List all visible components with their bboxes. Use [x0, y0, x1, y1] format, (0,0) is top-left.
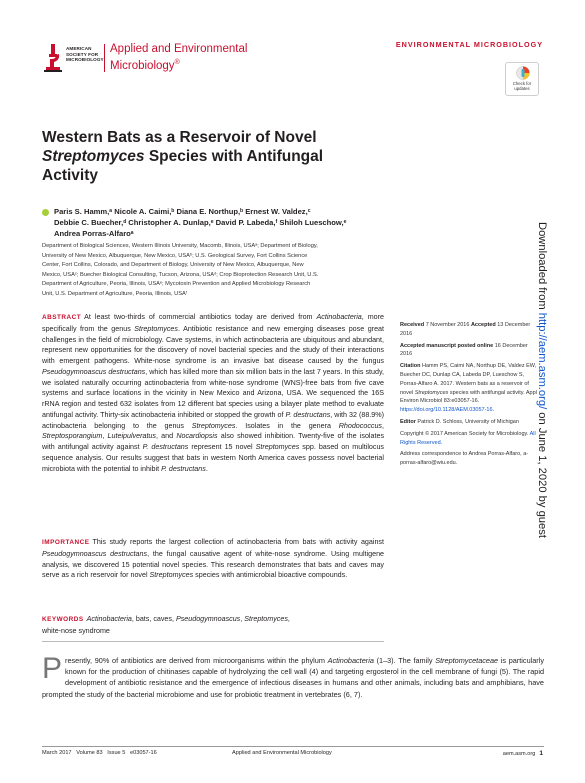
article-title: [42, 128, 382, 185]
correspondence: Address correspondence to Andrea Porras-Alfaro, a-porras-alfaro@wiu.edu.: [400, 451, 529, 467]
citation-italic: Streptomyces: [414, 389, 449, 396]
download-note-suffix: on June 1, 2020 by guest: [536, 409, 548, 538]
abstract-text: , with 32 (88.9%) actinobacteria belonging to the genus: [42, 410, 384, 430]
editor-name: Patrick D. Schloss, University of Michigan: [417, 418, 519, 425]
accepted-manuscript: [400, 342, 540, 360]
society-name: [66, 46, 102, 63]
abstract-italic: Streptomyces: [255, 443, 300, 451]
title-line1: Western Bats as a Reservoir of Novel: [42, 129, 317, 146]
body-italic: Actinobacteria: [327, 656, 374, 665]
article-metadata: [400, 321, 540, 471]
keyword-line2: white-nose syndrome: [42, 626, 110, 635]
abstract-italic: Streptosporangium: [42, 432, 103, 441]
received-label: Received: [400, 322, 425, 328]
crossmark-icon: [516, 66, 530, 80]
keyword-text: ,: [287, 615, 290, 623]
footer-journal: Applied and Environmental Microbiology: [232, 750, 332, 756]
abstract-text: , more specifically from the genus: [42, 313, 384, 333]
author-line: Andrea Porras-Alfaroᵃ: [54, 229, 134, 238]
abstract-italic: Streptomyces: [191, 421, 236, 430]
abstract-heading: ABSTRACT: [42, 314, 82, 321]
citation-label: Citation: [400, 363, 421, 370]
body-text: resently, 90% of antibiotics are derived from microorganisms within the phylum: [65, 656, 328, 665]
body-paragraph: [42, 652, 545, 700]
affiliation-line: Center, Fort Collins, Colorado, and Department of Biology, University of New Mexico, Albuquerque, New: [42, 262, 304, 269]
keyword-italic: Actinobacteria: [86, 615, 132, 623]
accepted-label: Accepted: [470, 322, 496, 328]
body-text: (1–3). The family: [373, 656, 436, 665]
keyword-italic: Pseudogymnoascus: [175, 615, 241, 623]
logo-divider: [104, 44, 105, 72]
received-accepted: [400, 321, 540, 339]
abstract-text: At least two-thirds of commercial antibiotics today are derived from: [84, 313, 317, 321]
importance-italic: Streptomyces: [149, 571, 194, 580]
citation-end: .: [492, 407, 495, 414]
abstract-italic: P. destructans: [285, 410, 331, 419]
abstract-italic: P. destructans: [142, 443, 189, 451]
abstract-text: .: [205, 464, 208, 473]
editor: [400, 418, 540, 427]
abstract-text: represent 15 novel: [188, 443, 256, 451]
keywords: [42, 614, 384, 637]
abstract-text: ,: [382, 421, 384, 430]
abstract-italic: Luteipulveratus: [107, 432, 156, 441]
citation-text: Hamm PS, Caimi NA, Northup DE, Valdez EW, Buecher DC, Dunlap CA, Labeda DP, Lueschow S, Porras-Alfaro A. 2017. Western bats as a reservoir of novel: [400, 363, 537, 396]
importance-text: , the fungal causative agent of white-nose syndrome. Using multigene analysis, we discovered 15 potential novel species. This research demonstrates that bats and caves may serve as a rich reservoir for novel: [42, 549, 385, 580]
drop-cap: P: [42, 652, 63, 685]
copyright: [400, 430, 540, 448]
check-for-updates-label: [506, 81, 538, 91]
body-text: is particularly known for the production of chitinases capable of hydrolyzing the cell wall (4) and targeting ergosterol in the cell membrane of fungi (5). The rapid development of antibiotic resistance and the emergence of infectious diseases in humans and other animals, including bats and amphibians, have prompted the study of the bacterial microbiome and use for probiotic treatment in vertebrates (6, 7).: [42, 656, 545, 699]
footer-right: [470, 750, 543, 757]
author-line: Debbie C. Buecher,ᵈ Christopher A. Dunlap,ᵉ David P. Labeda,ᶠ Shiloh Lueschow,ᵉ: [54, 218, 347, 227]
editor-label: Editor: [400, 418, 416, 425]
check-badge-line: Check for: [512, 81, 532, 86]
received-date: 7 November 2016: [425, 322, 470, 328]
importance-text: This study reports the largest collection of actinobacteria from bats with activity against: [92, 538, 384, 546]
importance-italic: Pseudogymnoascus destructans: [42, 549, 148, 558]
check-badge-line: updates: [514, 86, 530, 91]
journal-name-line1: Applied and Environmental: [110, 43, 248, 55]
title-genus: Streptomyces: [42, 148, 145, 165]
abstract-text: ,: [102, 432, 108, 441]
keyword-text: ,: [240, 615, 245, 623]
author-line: Paris S. Hamm,ᵃ Nicole A. Caimi,ᵇ Diana E. Northup,ᵇ Ernest W. Valdez,ᶜ: [54, 207, 311, 216]
title-line2: Species with Antifungal: [144, 148, 324, 165]
abstract-text: , which has killed more than six million bats in the last 7 years. In this study, we isolated naturally occurring actinobacteria from white-nose syndrome (WNS)-free bats from five cave systems and surface locations in the vicinity in New Mexico and Arizona, USA. We sequenced the 16S rRNA region and tested 632 isolates from 12 different bat species using a bilayer plate method to evaluate antifungal activity. Thirty-six actinobacteria inhibited or stopped the growth of: [42, 367, 384, 419]
society-line: AMERICAN: [66, 46, 92, 51]
aap-date: 16 December 2016: [400, 342, 528, 358]
page-number: 1: [539, 750, 543, 757]
affiliation-line: Department of Agriculture, Peoria, Illinois, USAᵉ; Mycotoxin Prevention and Applied Microbiology Research: [42, 281, 311, 288]
citation-text: species with antifungal activity. Appl Environ Microbiol 83:e03057-16.: [400, 389, 537, 405]
affiliation-line: University of New Mexico, Albuquerque, New Mexico, USAᵇ; U.S. Geological Survey, Fort Collins Science: [42, 252, 308, 259]
keyword-text: , bats, caves,: [131, 615, 176, 623]
abstract-italic: Actinobacteria: [316, 313, 362, 321]
check-for-updates-button[interactable]: [505, 62, 539, 96]
copyright-text: Copyright © 2017 American Society for Microbiology.: [400, 430, 530, 437]
abstract-text: . Isolates in the genera: [235, 421, 339, 430]
abstract: [42, 312, 384, 474]
download-note-prefix: Downloaded from: [536, 222, 548, 313]
importance-text: species with antimicrobial bioactive compounds.: [193, 571, 348, 580]
footer-divider: [42, 746, 544, 747]
download-url-link[interactable]: http://aem.asm.org/: [536, 312, 548, 410]
asm-microscope-logo-icon: [42, 43, 64, 73]
title-line3: Activity: [42, 167, 98, 184]
society-line: SOCIETY FOR: [66, 51, 99, 57]
aap-label: Accepted manuscript posted online: [400, 342, 494, 349]
abstract-italic: Streptomyces: [134, 324, 178, 333]
affiliations: [42, 242, 362, 300]
section-divider: [42, 641, 384, 642]
registered-mark: ®: [174, 59, 180, 66]
abstract-italic: Rhodococcus: [338, 421, 383, 430]
footer-site: aem.asm.org: [502, 751, 536, 757]
copyright-end: .: [440, 439, 443, 446]
abstract-italic: Pseudogymnoascus destructans: [42, 367, 146, 376]
abstract-text: spp. based on multilocus sequence analysis. Our results suggest that bats in western North America caves possess novel bacterial microbiota with the potential to inhibit: [42, 443, 384, 473]
importance: [42, 537, 384, 581]
abstract-italic: Nocardiopsis: [176, 432, 218, 441]
rights-link[interactable]: All Rights Reserved: [400, 430, 536, 446]
abstract-text: also showed inhibition. Twenty-five of the isolates with antifungal activity against: [42, 432, 385, 451]
section-label: ENVIRONMENTAL MICROBIOLOGY: [395, 40, 543, 49]
keywords-heading: KEYWORDS: [42, 616, 84, 623]
abstract-text: . Antibiotic resistance and new emerging diseases pose great challenges in the field of microbiology. Cave systems, in which actinobacteria are ubiquitous and abundant, represent new opportunities for the discovery of novel bacterial species and the study of their interactions with emergent pathogens. White-nose syndrome is an invasive bat disease caused by the fungus: [42, 324, 384, 365]
footer-issue: March 2017 Volume 83 Issue 5 e03057-16: [42, 750, 157, 756]
citation: [400, 362, 540, 415]
society-line: MICROBIOLOGY: [66, 57, 104, 63]
journal-name: [110, 43, 260, 73]
affiliation-line: Unit, U.S. Department of Agriculture, Peoria, Illinois, USAᶠ: [42, 290, 188, 297]
orcid-icon[interactable]: [42, 209, 49, 216]
journal-name-line2: Microbiology: [110, 59, 175, 72]
abstract-italic: P. destructans: [161, 464, 206, 473]
doi-link[interactable]: https://doi.org/10.1128/AEM.03057-16: [400, 407, 493, 414]
affiliation-line: Department of Biological Sciences, Western Illinois University, Macomb, Illinois, USAᵃ; Department of Biology,: [42, 243, 318, 249]
body-italic: Streptomycetaceae: [435, 656, 499, 665]
accepted-date: 13 December 2016: [400, 322, 531, 337]
abstract-text: , and: [155, 432, 177, 441]
author-list: [54, 206, 379, 239]
importance-heading: IMPORTANCE: [42, 539, 90, 546]
affiliation-line: Mexico, USAᶜ; Buecher Biological Consulting, Tucson, Arizona, USAᵈ; Crop Bioprotection Research Unit, U.S.: [42, 271, 319, 278]
keyword-italic: Streptomyces: [244, 615, 288, 623]
